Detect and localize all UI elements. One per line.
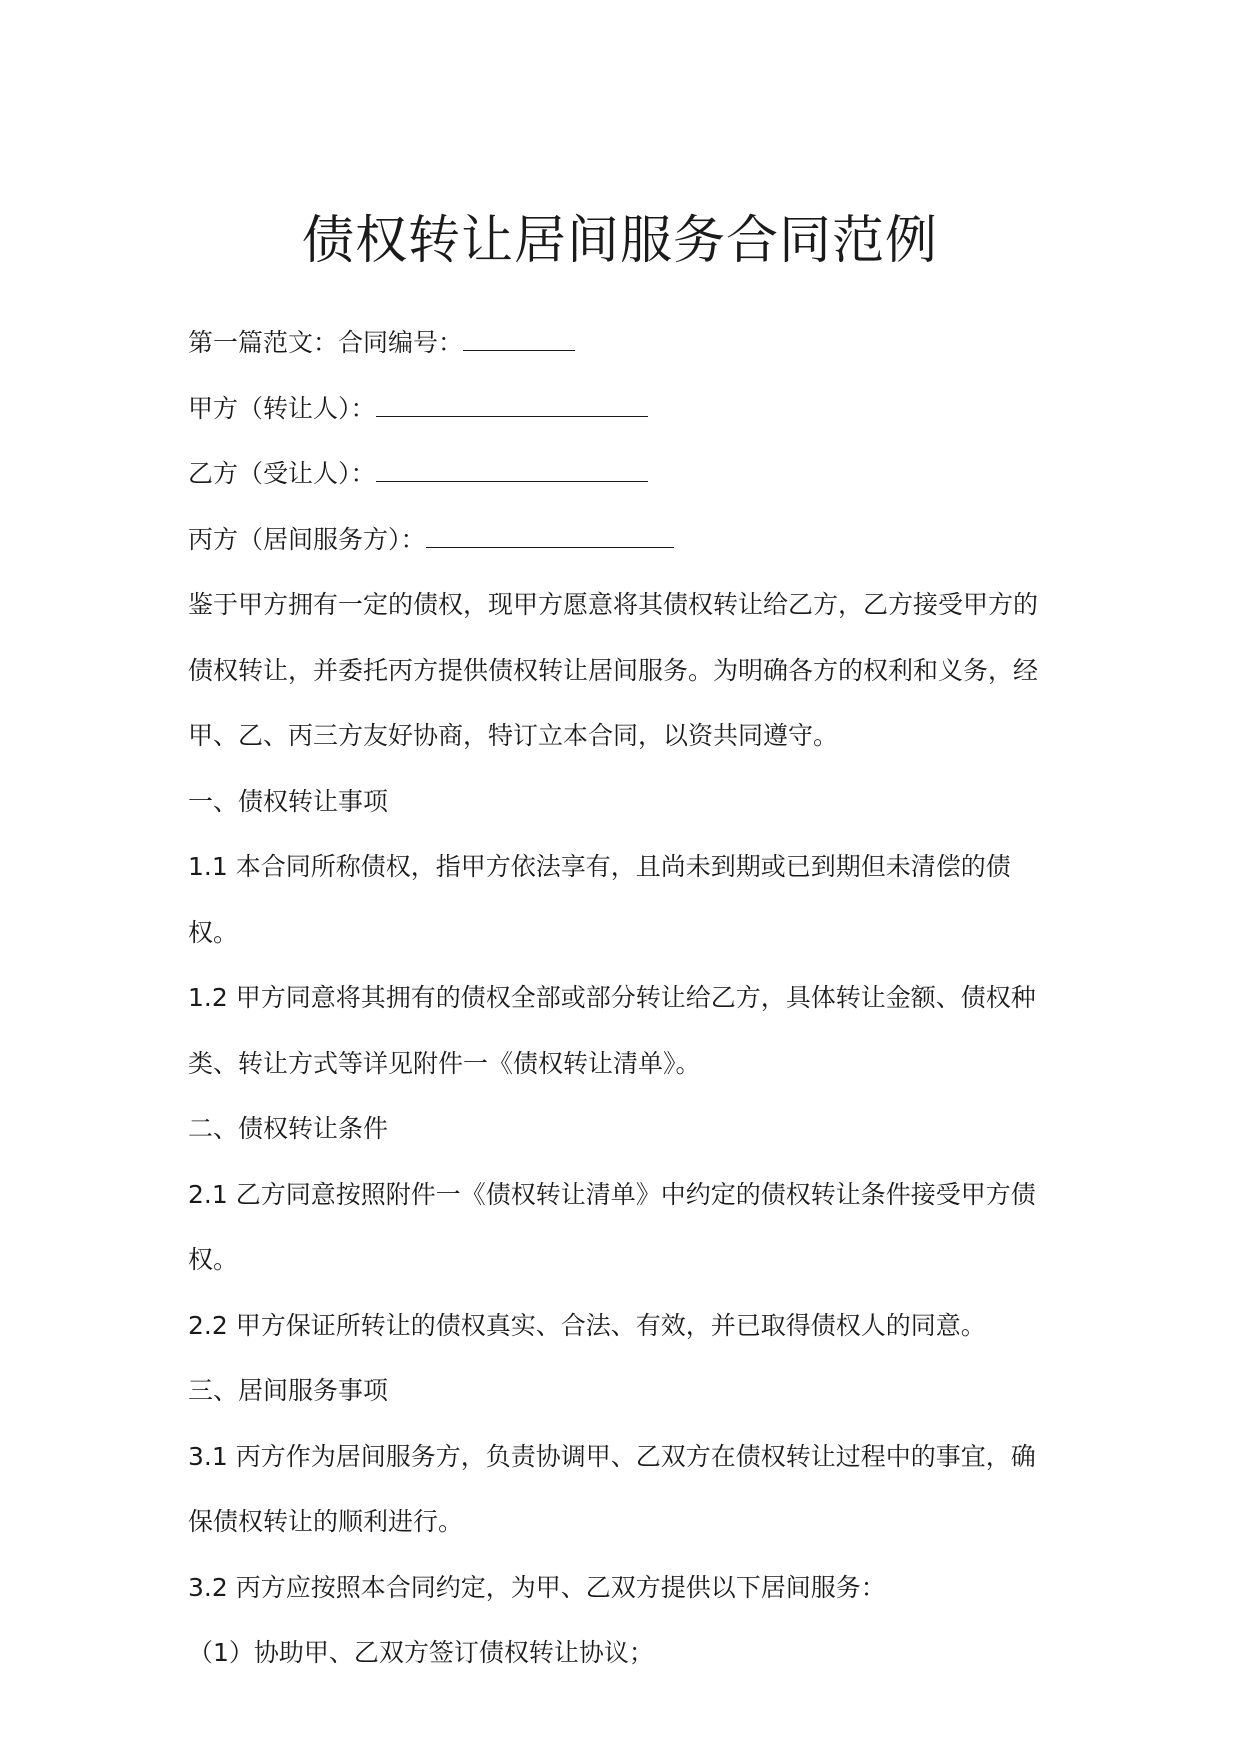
party-c-label: 丙方（居间服务方）： — [188, 524, 426, 554]
clause-1-2: 1.2 甲方同意将其拥有的债权全部或部分转让给乙方，具体转让金额、债权种类、转让方式等详见附件一《债权转让清单》。 — [188, 983, 1036, 1078]
clause-2-2: 2.2 甲方保证所转让的债权真实、合法、有效，并已取得债权人的同意。 — [188, 1310, 986, 1340]
list-item-1: （1）协助甲、乙双方签订债权转让协议； — [188, 1638, 654, 1667]
clause-1-1: 1.1 本合同所称债权，指甲方依法享有，且尚未到期或已到期但未清偿的债权。 — [188, 852, 1011, 947]
contract-number-blank — [463, 330, 575, 351]
clause-2-1: 2.1 乙方同意按照附件一《债权转让清单》中约定的债权转让条件接受甲方债权。 — [188, 1179, 1036, 1274]
document-title: 债权转让居间服务合同范例 — [301, 211, 938, 271]
section-heading-3: 三、居间服务事项 — [188, 1376, 389, 1405]
section-heading-2: 二、债权转让条件 — [188, 1114, 389, 1143]
party-b-line — [188, 441, 1058, 507]
preamble-paragraph: 鉴于甲方拥有一定的债权，现甲方愿意将其债权转让给乙方，乙方接受甲方的债权转让，并委托丙方提供债权转让居间服务。为明确各方的权利和义务，经甲、乙、丙三方友好协商，特订立本合同，以资共同遵守。 — [188, 590, 1039, 750]
party-b-label: 乙方（受让人）： — [188, 459, 376, 488]
party-c-line — [188, 507, 1058, 573]
document-body — [188, 310, 1058, 1686]
party-a-blank — [376, 396, 648, 417]
party-c-blank — [426, 527, 674, 548]
party-a-line — [188, 376, 1058, 442]
contract-number-line — [188, 310, 1058, 376]
party-a-label: 甲方（转让人）： — [188, 393, 376, 423]
clause-3-2: 3.2 丙方应按照本合同约定，为甲、乙双方提供以下居间服务： — [188, 1572, 886, 1602]
contract-number-label: 第一篇范文：合同编号： — [188, 328, 464, 357]
party-b-blank — [376, 461, 648, 482]
clause-3-1: 3.1 丙方作为居间服务方，负责协调甲、乙双方在债权转让过程中的事宜，确保债权转让的顺利进行。 — [188, 1441, 1036, 1536]
section-heading-1: 一、债权转让事项 — [188, 786, 389, 816]
